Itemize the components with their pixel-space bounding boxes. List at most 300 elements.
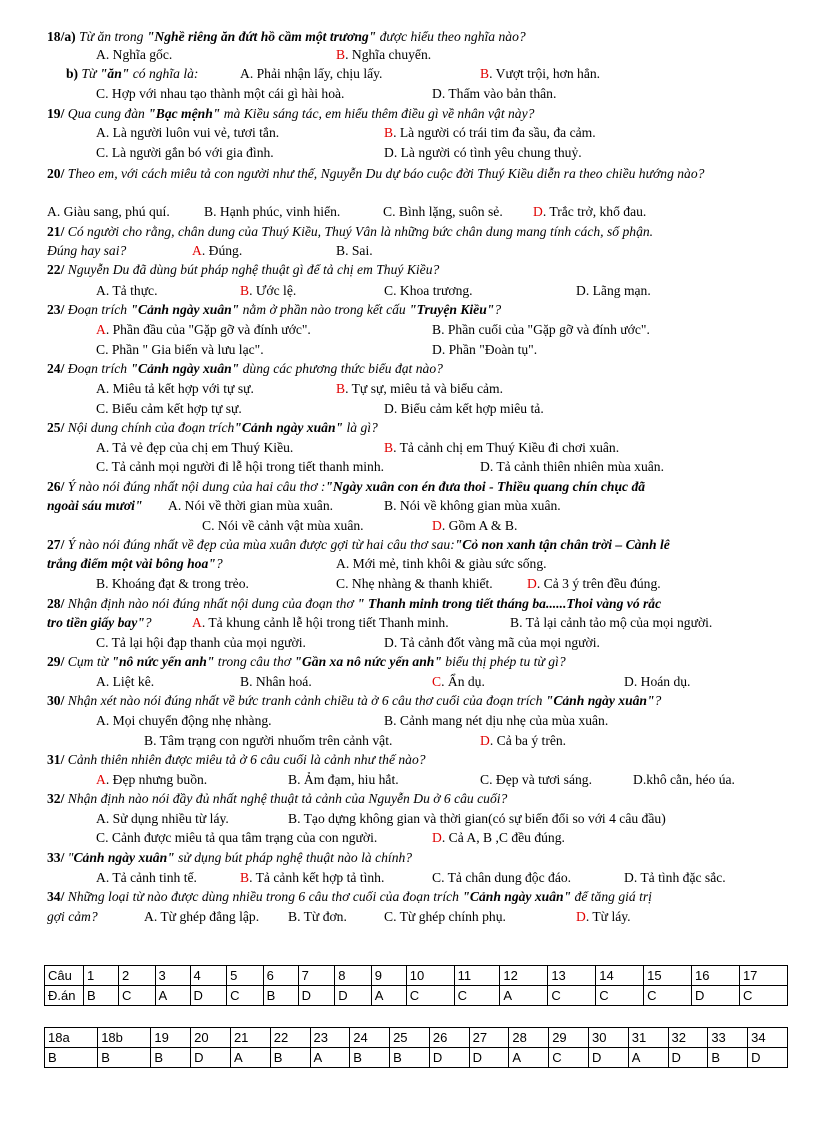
option-letter: B (288, 811, 298, 826)
stem-segment: Theo em, với cách miêu tả con người như thế, Nguyễn Du dự báo cuộc đời Thuý Kiều diễn ra theo chiều hướng nào? (64, 166, 705, 181)
option-letter: D (384, 635, 394, 650)
answer-key-question-number: 5 (227, 966, 264, 986)
answer-key-answer: D (191, 1048, 231, 1068)
q28-option-3[interactable]: D. Tả cảnh đốt vàng mã của mọi người. (384, 635, 600, 650)
q22-stem (47, 262, 439, 278)
answer-key-header-label: Câu (45, 966, 84, 986)
stem-segment: 34/ (47, 889, 65, 904)
stem-segment: Nội dung chính của đoạn trích (64, 420, 235, 435)
q23-stem (47, 302, 501, 318)
stem-segment: dùng các phương thức biểu đạt nào? (239, 361, 443, 376)
answer-key-question-number: 22 (270, 1028, 310, 1048)
answer-key-answer: C (454, 986, 500, 1006)
q33-option-3[interactable]: D. Tả tình đặc sắc. (624, 870, 726, 885)
answer-key-answer-row (45, 1048, 788, 1068)
stem-segment: b) (66, 66, 79, 81)
exam-page: 18/a) Từ ăn trong "Nghề riêng ăn đứt hồ cầm một trương" được hiểu theo nghĩa nào? A. Nghĩa gốc. B. Nghĩa chuyển. b) Từ "ăn" có nghĩa là: A. Phải nhận lấy, chịu lấy. B. Vượt trội, hơn hẳn. C. Hợp với nhau tạo thành một cái gì hài hoà. D. Thấm vào bản thân. 19/ Qua cung đàn "Bạc mệnh" mà Kiều sáng tác, em hiểu thêm điều gì về nhân vật này? A. Là người luôn vui vẻ, tươi tắn. B. Là người có trái tim đa sầu, đa cảm. C. Là người gắn bó với gia đình. D. Là người có tình yêu chung thuỷ. 20/ Theo em, với cách miêu tả con người như thế, Nguyễn Du dự báo cuộc đời Thuý Kiều diễn ra theo chiều hướng nào? A. Giàu sang, phú quí. B. Hạnh phúc, vinh hiển. C. Bình lặng, suôn sẻ. D. Trắc trở, khổ đau. 21/ Có người cho rằng, chân dung của Thuý Kiều, Thuý Vân là những bức chân dung mang tính cách, số phận. Đúng hay sai? A. Đúng. B. Sai. 22/ Nguyễn Du đã dùng bút pháp nghệ thuật gì để tả chị em Thuý Kiều? A. Tả thực. B. Ước lệ. C. Khoa trương. D. Lãng mạn. 23/ Đoạn trích "Cảnh ngày xuân" nằm ở phần nào trong kết cấu "Truyện Kiều"? A. Phần đầu của "Gặp gỡ và đính ước". B. Phần cuối của "Gặp gỡ và đính ước". C. Phần " Gia biến và lưu lạc". D. Phần "Đoàn tụ". 24/ Đoạn trích "Cảnh ngày xuân" dùng các phương thức biểu đạt nào? A. Miêu tả kết hợp với tự sự. B. Tự sự, miêu tả và biểu cảm. C. Biểu cảm kết hợp tự sự. D. Biểu cảm kết hợp miêu tả. 25/ Nội dung chính của đoạn trích"Cảnh ngày xuân" là gì? A. Tả vẻ đẹp của chị em Thuý Kiều. B. Tả cảnh chị em Thuý Kiều đi chơi xuân. C. Tả cảnh mọi người đi lễ hội trong tiết thanh minh. D. Tả cảnh thiên nhiên mùa xuân. 26/ Ý nào nói đúng nhất nội dung của hai câu thơ :"Ngày xuân con én đưa thoi - Thiều quang chín chục đã ngoài sáu mươi" A. Nói về thời gian mùa xuân. B. Nói về không gian mùa xuân. C. Nói về cảnh vật mùa xuân. D. Gồm A & B. 27/ Ý nào nói đúng nhất về đẹp của mùa xuân được gợi từ hai câu thơ sau:"Cỏ non xanh tận chân trời – Cành lê trắng điểm một vài bông hoa"? A. Mới mẻ, tinh khôi & giàu sức sống. B. Khoáng đạt & trong trẻo. C. Nhẹ nhàng & thanh khiết. D. Cả 3 ý trên đều đúng. 28/ Nhận định nào nói đúng nhất nội dung của đoạn thơ " Thanh minh trong tiết tháng ba......Thoi vàng vó rắc tro tiền giấy bay"? A. Tả khung cảnh lễ hội trong tiết Thanh minh. B. Tả lại cảnh tảo mộ của mọi người. C. Tả lại hội đạp thanh của mọi người. D. Tả cảnh đốt vàng mã của mọi người. 29/ Cụm từ "nô nức yến anh" trong câu thơ "Gần xa nô nức yến anh" biểu thị phép tu từ gì? A. Liệt kê. B. Nhân hoá. C. Ẩn dụ. D. Hoán dụ. 30/ Nhận xét nào nói đúng nhất về bức tranh cảnh chiều tà ở 6 câu thơ cuối của đoạn trích "Cảnh ngày xuân"? A. Mọi chuyển động nhẹ nhàng. B. Cảnh mang nét dịu nhẹ của mùa xuân. B. Tâm trạng con người nhuốm trên cảnh vật. D. Cả ba ý trên. 31/ Cảnh thiên nhiên được miêu tả ở 6 câu cuối là cảnh như thế nào? A. Đẹp nhưng buồn. B. Ảm đạm, hiu hắt. C. Đẹp và tươi sáng. D.khô cằn, héo úa. 32/ Nhận định nào nói đầy đủ nhất nghệ thuật tả cảnh của Nguyễn Du ở 6 câu cuối? A. Sử dụng nhiều từ láy. B. Tạo dựng không gian và thời gian(có sự biến đổi so với 4 câu đầu) C. Cảnh được miêu tả qua tâm trạng của con người. D. Cả A, B ,C đều đúng. 33/ "Cảnh ngày xuân" sử dụng bút pháp nghệ thuật nào là chính? A. Tả cảnh tinh tế. B. Tả cảnh kết hợp tả tình. C. Tả chân dung độc đáo. D. Tả tình đặc sắc. 34/ Những loại từ nào được dùng nhiều trong 6 câu thơ cuối của đoạn trích "Cảnh ngày xuân" để tăng giá trị gợi cảm? A. Từ ghép đẳng lập. B. Từ đơn. C. Từ ghép chính phụ. D. Từ láy. Câu 1 2 3 4 5 6 7 8 9 10 11 12 13 14 15 16 17 Đ.án B C A D C B D D A C C A C C C D C 18a 18b 19 20 21 22 23 24 25 26 27 28 29 30 31 32 33 34 B B B D A B A B B D D A C D A D B D (0, 0, 816, 1123)
stem-segment: "Cảnh ngày xuân" (462, 889, 572, 904)
option-letter: C (480, 772, 490, 787)
q33-stem (47, 850, 412, 866)
q31-option-1[interactable]: B. Ảm đạm, hiu hắt. (288, 772, 399, 787)
q31-option-3[interactable]: D.khô cằn, héo úa. (633, 772, 735, 787)
option-letter: A (192, 615, 202, 630)
option-letter: A (96, 772, 106, 787)
answer-key-answer: D (748, 1048, 788, 1068)
q22-option-3[interactable]: D. Lãng mạn. (576, 283, 651, 298)
q30-option-2[interactable]: B. Tâm trạng con người nhuốm trên cảnh vật. (144, 733, 393, 748)
stem-segment: Ý nào nói đúng nhất nội dung của hai câu thơ : (64, 479, 326, 494)
answer-key-answer: C (118, 986, 155, 1006)
q23-option-1[interactable]: B. Phần cuối của "Gặp gỡ và đính ước". (432, 322, 650, 337)
option-letter: B (432, 322, 442, 337)
option-letter: A (96, 440, 106, 455)
answer-key-answer: A (500, 986, 548, 1006)
option-letter: B (384, 440, 394, 455)
option-letter: B (96, 576, 106, 591)
answer-key-question-number: 30 (588, 1028, 628, 1048)
q34-option-3[interactable]: D. Từ láy. (576, 909, 631, 924)
answer-key-question-number: 24 (350, 1028, 390, 1048)
option-letter: D (432, 830, 442, 845)
q25-option-2[interactable]: C. Tả cảnh mọi người đi lễ hội trong tiết thanh minh. (96, 459, 385, 474)
q31-stem (47, 752, 426, 768)
answer-key-question-number: 12 (500, 966, 548, 986)
q26-option-3[interactable]: D. Gồm A & B. (432, 518, 518, 533)
option-letter: C (96, 401, 106, 416)
stem-segment: 31/ (47, 752, 65, 767)
stem-segment: " Thanh minh trong tiết tháng ba......Thoi vàng vó rắc (357, 596, 662, 611)
answer-key-answer: B (390, 1048, 430, 1068)
stem-segment: Nhận định nào nói đúng nhất nội dung của đoạn thơ (64, 596, 358, 611)
answer-key-answer: D (190, 986, 227, 1006)
stem-segment: Cụm từ (64, 654, 112, 669)
q29-option-1[interactable]: B. Nhân hoá. (240, 674, 312, 689)
answer-key-answer: C (406, 986, 454, 1006)
answer-key-answer: D (335, 986, 372, 1006)
q19-option-0[interactable]: A. Là người luôn vui vẻ, tươi tắn. (96, 125, 280, 140)
q22-option-1[interactable]: B. Ước lệ. (240, 283, 297, 298)
answer-key-answer: A (628, 1048, 668, 1068)
q22-option-2[interactable]: C. Khoa trương. (384, 283, 473, 298)
option-letter: A (240, 66, 250, 81)
answer-key-question-number: 25 (390, 1028, 430, 1048)
q24-option-3[interactable]: D. Biểu cảm kết hợp miêu tả. (384, 401, 544, 416)
option-letter: B (384, 125, 394, 140)
option-letter: C (384, 283, 394, 298)
q27-option-2[interactable]: C. Nhẹ nhàng & thanh khiết. (336, 576, 493, 591)
answer-key-answer: C (549, 1048, 589, 1068)
q28-option-2[interactable]: C. Tả lại hội đạp thanh của mọi người. (96, 635, 306, 650)
q30-option-1[interactable]: B. Cảnh mang nét dịu nhẹ của mùa xuân. (384, 713, 609, 728)
answer-key-answer: B (270, 1048, 310, 1068)
stem-segment: 22/ (47, 262, 65, 277)
option-letter: B (288, 909, 298, 924)
q19-option-1[interactable]: B. Là người có trái tim đa sầu, đa cảm. (384, 125, 596, 140)
answer-key-row-label: Đ.án (45, 986, 84, 1006)
q33-option-2[interactable]: C. Tả chân dung độc đáo. (432, 870, 572, 885)
q29-stem (47, 654, 566, 670)
answer-key-answer: B (350, 1048, 390, 1068)
q34-option-0[interactable]: A. Từ ghép đẳng lập. (144, 909, 260, 924)
q21-option-0[interactable]: A. Đúng. (192, 243, 243, 258)
stem-segment: để tăng giá trị (571, 889, 652, 904)
answer-key-table-1 (44, 965, 788, 1006)
option-letter: B (336, 243, 346, 258)
answer-key-answer: A (509, 1048, 549, 1068)
stem-segment: 23/ (47, 302, 65, 317)
stem-segment: 21/ (47, 224, 65, 239)
q31-option-0[interactable]: A. Đẹp nhưng buồn. (96, 772, 208, 787)
option-letter: A (336, 556, 346, 571)
option-letter: A (96, 125, 106, 140)
stem-segment: 19/ (47, 106, 65, 121)
q18b-option-2[interactable]: C. Hợp với nhau tạo thành một cái gì hài hoà. (96, 86, 345, 101)
answer-key-question-number: 29 (549, 1028, 589, 1048)
q29-option-3[interactable]: D. Hoán dụ. (624, 674, 691, 689)
q24-stem (47, 361, 443, 377)
q27-option-1[interactable]: B. Khoáng đạt & trong trẻo. (96, 576, 249, 591)
answer-key-answer: D (668, 1048, 708, 1068)
q34-stem-line1 (47, 889, 652, 905)
q26-option-0[interactable]: A. Nói về thời gian mùa xuân. (168, 498, 334, 513)
q30-option-3[interactable]: D. Cả ba ý trên. (480, 733, 567, 748)
option-letter: C (336, 576, 346, 591)
stem-segment: Ý nào nói đúng nhất về đẹp của mùa xuân được gợi từ hai câu thơ sau: (64, 537, 455, 552)
q19-option-2[interactable]: C. Là người gắn bó với gia đình. (96, 145, 274, 160)
q23-option-2[interactable]: C. Phần " Gia biến và lưu lạc". (96, 342, 264, 357)
q28-stem-line1 (47, 596, 661, 612)
q26-stem-line1 (47, 479, 645, 495)
q34-option-1[interactable]: B. Từ đơn. (288, 909, 347, 924)
stem-segment: 30/ (47, 693, 65, 708)
option-letter: A (96, 381, 106, 396)
answer-key-question-number: 1 (84, 966, 119, 986)
option-letter: D (624, 674, 634, 689)
stem-segment: " (64, 850, 74, 865)
option-letter: A (96, 47, 106, 62)
answer-key-question-number: 3 (155, 966, 190, 986)
q19-option-3[interactable]: D. Là người có tình yêu chung thuỷ. (384, 145, 582, 160)
stem-segment: Nhận xét nào nói đúng nhất về bức tranh cảnh chiều tà ở 6 câu thơ cuối của đoạn trích (64, 693, 546, 708)
stem-segment: sử dụng bút pháp nghệ thuật nào là chính? (174, 850, 413, 865)
option-letter: B (240, 283, 250, 298)
option-letter: A (96, 870, 106, 885)
q23-option-0[interactable]: A. Phần đầu của "Gặp gỡ và đính ước". (96, 322, 311, 337)
stem-segment: 28/ (47, 596, 65, 611)
answer-key-answer: B (45, 1048, 98, 1068)
stem-segment: ? (215, 556, 223, 571)
q33-option-0[interactable]: A. Tả cảnh tinh tế. (96, 870, 197, 885)
answer-key-answer: B (84, 986, 119, 1006)
answer-key-answer: D (429, 1048, 469, 1068)
answer-key-question-number: 23 (310, 1028, 350, 1048)
q21-stem (47, 224, 653, 240)
answer-key-question-number: 31 (628, 1028, 668, 1048)
stem-segment: "Ngày xuân con én đưa thoi - Thiều quang chín chục đã (325, 479, 646, 494)
option-letter: B (384, 713, 394, 728)
q24-option-2[interactable]: C. Biểu cảm kết hợp tự sự. (96, 401, 242, 416)
option-letter: C (383, 204, 393, 219)
stem-segment: Những loại từ nào được dùng nhiều trong 6 câu thơ cuối của đoạn trích (64, 889, 463, 904)
option-letter: B (204, 204, 214, 219)
stem-segment: 29/ (47, 654, 65, 669)
answer-key-question-number: 16 (692, 966, 740, 986)
option-letter: A (47, 204, 57, 219)
answer-key-answer: C (227, 986, 264, 1006)
option-letter: D (384, 145, 394, 160)
q33-option-1[interactable]: B. Tả cảnh kết hợp tả tình. (240, 870, 385, 885)
answer-key-answer: C (644, 986, 692, 1006)
stem-segment: Nguyễn Du đã dùng bút pháp nghệ thuật gì để tả chị em Thuý Kiều? (64, 262, 440, 277)
stem-segment: "Cảnh ngày xuân" (234, 420, 344, 435)
stem-segment: ? (144, 615, 152, 630)
option-letter: B (510, 615, 520, 630)
q21-option-1[interactable]: B. Sai. (336, 243, 373, 258)
q18b-option-1[interactable]: B. Vượt trội, hơn hẳn. (480, 66, 601, 81)
stem-segment: gợi cảm? (47, 909, 98, 924)
q24-option-1[interactable]: B. Tự sự, miêu tả và biểu cảm. (336, 381, 504, 396)
q34-option-2[interactable]: C. Từ ghép chính phụ. (384, 909, 506, 924)
answer-key-answer: C (739, 986, 787, 1006)
q23-option-3[interactable]: D. Phần "Đoàn tụ". (432, 342, 538, 357)
q30-option-0[interactable]: A. Mọi chuyển động nhẹ nhàng. (96, 713, 272, 728)
q26-option-1[interactable]: B. Nói về không gian mùa xuân. (384, 498, 561, 513)
option-letter: D (432, 518, 442, 533)
q20-option-0[interactable]: A. Giàu sang, phú quí. (47, 204, 170, 219)
answer-key-answer: C (596, 986, 644, 1006)
option-letter: C (384, 909, 394, 924)
answer-key-question-number: 11 (454, 966, 500, 986)
stem-segment: 18/a) (47, 29, 76, 44)
answer-key-question-number: 18b (98, 1028, 151, 1048)
stem-segment: biểu thị phép tu từ gì? (441, 654, 566, 669)
stem-segment: 33/ (47, 850, 65, 865)
answer-key-table-2 (44, 1027, 788, 1068)
stem-segment: "nô nức yến anh" (111, 654, 215, 669)
option-letter: D (480, 459, 490, 474)
option-letter: A (96, 322, 106, 337)
q27-option-3[interactable]: D. Cả 3 ý trên đều đúng. (527, 576, 661, 591)
answer-key-answer: B (708, 1048, 748, 1068)
option-letter: D (576, 909, 586, 924)
option-letter: B (144, 733, 154, 748)
option-letter: D (624, 870, 634, 885)
stem-segment: Qua cung đàn (64, 106, 149, 121)
stem-segment: Đoạn trích (64, 361, 131, 376)
answer-key-answer: B (98, 1048, 151, 1068)
q26-option-2[interactable]: C. Nói về cảnh vật mùa xuân. (202, 518, 364, 533)
stem-segment: trắng điểm một vài bông hoa" (47, 556, 216, 571)
stem-segment: Cảnh thiên nhiên được miêu tả ở 6 câu cuối là cảnh như thế nào? (64, 752, 426, 767)
option-letter: D (527, 576, 537, 591)
stem-segment: "ăn" (99, 66, 130, 81)
option-letter: A (96, 811, 106, 826)
q24-option-0[interactable]: A. Miêu tả kết hợp với tự sự. (96, 381, 254, 396)
answer-key-header-row (45, 966, 788, 986)
option-letter: D (576, 283, 586, 298)
q29-option-2[interactable]: C. Ẩn dụ. (432, 674, 485, 689)
q32-option-1[interactable]: B. Tạo dựng không gian và thời gian(có sự biến đổi so với 4 câu đầu) (288, 811, 666, 826)
option-letter: C (96, 342, 106, 357)
stem-segment: "Bạc mệnh" (148, 106, 221, 121)
answer-key-question-number: 18a (45, 1028, 98, 1048)
answer-key-question-number: 14 (596, 966, 644, 986)
option-letter: D (633, 772, 643, 787)
answer-key-question-number: 2 (118, 966, 155, 986)
option-letter: A (144, 909, 154, 924)
q32-stem (47, 791, 507, 807)
option-letter: B (336, 381, 346, 396)
stem-segment: Nhận định nào nói đầy đủ nhất nghệ thuật tả cảnh của Nguyễn Du ở 6 câu cuối? (64, 791, 508, 806)
answer-key-question-number: 7 (298, 966, 335, 986)
answer-key-question-number: 19 (151, 1028, 191, 1048)
stem-segment: "Truyện Kiều" (409, 302, 495, 317)
stem-segment: ngoài sáu mươi" (47, 498, 143, 513)
option-letter: B (384, 498, 394, 513)
stem-segment: Đoạn trích (64, 302, 131, 317)
answer-key-question-number: 15 (644, 966, 692, 986)
stem-segment: Cảnh ngày xuân" (73, 850, 175, 865)
answer-key-question-number: 10 (406, 966, 454, 986)
answer-key-question-number: 21 (230, 1028, 270, 1048)
q32-option-0[interactable]: A. Sử dụng nhiều từ láy. (96, 811, 229, 826)
answer-key-question-number: 4 (190, 966, 227, 986)
q25-stem (47, 420, 378, 436)
option-letter: D (480, 733, 490, 748)
stem-segment: 20/ (47, 166, 65, 181)
answer-key-question-number: 6 (263, 966, 298, 986)
answer-key-answer: D (588, 1048, 628, 1068)
option-letter: C (432, 674, 442, 689)
q20-option-3[interactable]: D. Trắc trở, khổ đau. (533, 204, 647, 219)
q18b-option-0[interactable]: A. Phải nhận lấy, chịu lấy. (240, 66, 383, 81)
q20-option-1[interactable]: B. Hạnh phúc, vinh hiển. (204, 204, 341, 219)
q22-option-0[interactable]: A. Tả thực. (96, 283, 158, 298)
answer-key-header-row (45, 1028, 788, 1048)
option-letter: C (96, 830, 106, 845)
stem-segment: tro tiền giấy bay" (47, 615, 145, 630)
stem-segment: Từ (78, 66, 100, 81)
answer-key-answer: C (548, 986, 596, 1006)
answer-key-question-number: 13 (548, 966, 596, 986)
q32-option-2[interactable]: C. Cảnh được miêu tả qua tâm trạng của con người. (96, 830, 378, 845)
answer-key-question-number: 28 (509, 1028, 549, 1048)
stem-segment: 26/ (47, 479, 65, 494)
option-letter: D (432, 86, 442, 101)
answer-key-answer: B (263, 986, 298, 1006)
q30-stem (47, 693, 661, 709)
option-letter: B (336, 47, 346, 62)
option-letter: C (202, 518, 212, 533)
answer-key-answer: D (692, 986, 740, 1006)
q29-option-0[interactable]: A. Liệt kê. (96, 674, 155, 689)
answer-key-answer: A (230, 1048, 270, 1068)
answer-key-question-number: 26 (429, 1028, 469, 1048)
q25-option-0[interactable]: A. Tả vẻ đẹp của chị em Thuý Kiều. (96, 440, 294, 455)
option-letter: A (96, 283, 106, 298)
option-letter: C (432, 870, 442, 885)
answer-key-question-number: 27 (469, 1028, 509, 1048)
q28-option-0[interactable]: A. Tả khung cảnh lễ hội trong tiết Thanh minh. (192, 615, 449, 630)
q18b-option-3[interactable]: D. Thấm vào bản thân. (432, 86, 557, 101)
q19-stem (47, 106, 534, 122)
stem-segment: "Gần xa nô nức yến anh" (294, 654, 442, 669)
stem-segment: "Cảnh ngày xuân" (130, 361, 240, 376)
q20-stem (47, 165, 747, 183)
option-letter: C (96, 459, 106, 474)
stem-segment: có nghĩa là: (129, 66, 199, 81)
q18-stem (47, 29, 526, 45)
option-letter: B (240, 870, 250, 885)
q25-option-1[interactable]: B. Tả cảnh chị em Thuý Kiều đi chơi xuân. (384, 440, 620, 455)
answer-key-question-number: 17 (739, 966, 787, 986)
stem-segment: "Cỏ non xanh tận chân trời – Cành lê (454, 537, 670, 552)
q32-option-3[interactable]: D. Cả A, B ,C đều đúng. (432, 830, 565, 845)
answer-key-question-number: 33 (708, 1028, 748, 1048)
stem-segment: là gì? (343, 420, 378, 435)
answer-key-answer: D (298, 986, 335, 1006)
stem-segment: 32/ (47, 791, 65, 806)
stem-segment: 25/ (47, 420, 65, 435)
answer-key-question-number: 32 (668, 1028, 708, 1048)
stem-segment: 24/ (47, 361, 65, 376)
answer-key-question-number: 8 (335, 966, 372, 986)
stem-segment: trong câu thơ (214, 654, 295, 669)
q18-option-1[interactable]: B. Nghĩa chuyển. (336, 47, 432, 62)
answer-key-answer: A (310, 1048, 350, 1068)
option-letter: A (168, 498, 178, 513)
answer-key-question-number: 20 (191, 1028, 231, 1048)
answer-key-answer: B (151, 1048, 191, 1068)
stem-segment: nằm ở phần nào trong kết cấu (239, 302, 410, 317)
stem-segment: Có người cho rằng, chân dung của Thuý Kiều, Thuý Vân là những bức chân dung mang tính cách, số phận. (64, 224, 654, 239)
q20-option-2[interactable]: C. Bình lặng, suôn sẻ. (383, 204, 503, 219)
answer-key-answer: D (469, 1048, 509, 1068)
q31-option-2[interactable]: C. Đẹp và tươi sáng. (480, 772, 592, 787)
answer-key-answer-row (45, 986, 788, 1006)
option-letter: C (96, 86, 106, 101)
option-letter: D (533, 204, 543, 219)
q25-option-3[interactable]: D. Tả cảnh thiên nhiên mùa xuân. (480, 459, 664, 474)
q28-option-1[interactable]: B. Tả lại cảnh tảo mộ của mọi người. (510, 615, 713, 630)
stem-segment: ? (494, 302, 502, 317)
option-letter: A (96, 674, 106, 689)
answer-key-question-number: 34 (748, 1028, 788, 1048)
stem-segment: "Cảnh ngày xuân" (545, 693, 655, 708)
q27-stem-line1 (47, 537, 670, 553)
option-letter: A (96, 713, 106, 728)
q18-option-0[interactable]: A. Nghĩa gốc. (96, 47, 173, 62)
stem-segment: 27/ (47, 537, 65, 552)
option-letter: D (384, 401, 394, 416)
stem-segment: được hiểu theo nghĩa nào? (376, 29, 526, 44)
stem-segment: "Cảnh ngày xuân" (130, 302, 240, 317)
stem-segment: mà Kiều sáng tác, em hiểu thêm điều gì về nhân vật này? (220, 106, 535, 121)
q27-option-0[interactable]: A. Mới mẻ, tinh khôi & giàu sức sống. (336, 556, 547, 571)
option-letter: B (240, 674, 250, 689)
option-letter: C (96, 635, 106, 650)
answer-key-question-number: 9 (371, 966, 406, 986)
option-letter: B (480, 66, 490, 81)
stem-segment: Từ ăn trong (75, 29, 147, 44)
option-letter: D (432, 342, 442, 357)
option-letter: B (288, 772, 298, 787)
answer-key-answer: A (155, 986, 190, 1006)
option-letter: A (192, 243, 202, 258)
answer-key-answer: A (371, 986, 406, 1006)
stem-segment: "Nghề riêng ăn đứt hồ cầm một trương" (146, 29, 377, 44)
stem-segment: ? (654, 693, 662, 708)
